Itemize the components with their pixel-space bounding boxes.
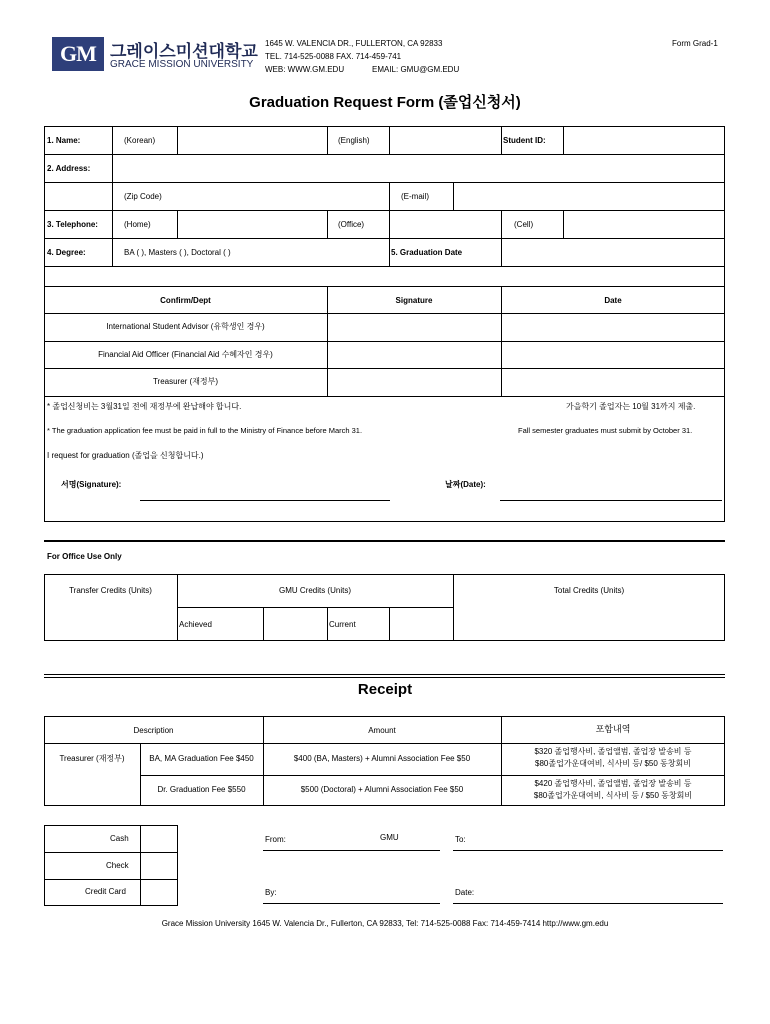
date-header: Date — [604, 296, 622, 305]
to-line[interactable] — [453, 850, 723, 851]
footer: Grace Mission University 1645 W. Valencia Dr., Fullerton, CA 92833, Tel: 714-525-0088 Fax: 714-459-7414 http://www.gm.edu — [161, 919, 609, 928]
confirm-row-advisor: International Student Advisor (유학생인 경우) — [106, 322, 265, 331]
confirm-row-financial-aid: Financial Aid Officer (Financial Aid 수혜자인 경우) — [98, 350, 273, 359]
address-label: 2. Address: — [47, 164, 91, 173]
header-address: 1645 W. VALENCIA DR., FULLERTON, CA 92833 — [265, 39, 443, 48]
receipt-date-label: Date: — [455, 888, 475, 897]
to-label: To: — [455, 835, 466, 844]
cell-phone-field[interactable] — [564, 211, 724, 237]
signature-line[interactable] — [140, 500, 390, 501]
note-korean: * 졸업신청비는 3월31일 전에 재정부에 완납해야 합니다. — [47, 402, 242, 411]
zip-label: (Zip Code) — [124, 192, 162, 201]
address-field[interactable] — [113, 155, 724, 181]
divider — [44, 540, 725, 542]
achieved-label: Achieved — [179, 620, 212, 629]
cell-label: (Cell) — [514, 220, 534, 229]
signature-label: 서명(Signature): — [61, 480, 122, 489]
ba-ma-detail-1: $320 졸업행사비, 졸업앨범, 졸업장 발송비 등 — [534, 747, 692, 756]
current-label: Current — [329, 620, 356, 629]
total-credits-header: Total Credits (Units) — [553, 586, 625, 595]
logo-korean-name: 그레이스미션대학교 — [110, 42, 258, 61]
payment-credit-card: Credit Card — [85, 887, 126, 896]
name-label: 1. Name: — [47, 136, 81, 145]
form-code: Form Grad-1 — [672, 39, 718, 48]
student-id-label: Student ID: — [503, 136, 546, 145]
student-id-field[interactable] — [564, 127, 724, 153]
receipt-description-header: Description — [133, 726, 174, 735]
payment-cash: Cash — [110, 834, 129, 843]
ba-ma-detail-2: $80졸업가운대여비, 식사비 등/ $50 동창회비 — [535, 759, 691, 768]
note-korean-right: 가을학기 졸업자는 10월 31까지 제출. — [566, 402, 696, 411]
doctoral-amount: $500 (Doctoral) + Alumni Association Fee $50 — [300, 785, 464, 794]
from-line[interactable] — [263, 850, 440, 851]
check-checkbox[interactable] — [141, 853, 177, 878]
note-english: * The graduation application fee must be paid in full to the Ministry of Finance before March 31. — [47, 426, 363, 435]
receipt-treasurer: Treasurer (재정부) — [59, 754, 125, 763]
by-line[interactable] — [263, 903, 440, 904]
receipt-divider — [44, 674, 725, 678]
page-title: Graduation Request Form (졸업신청서) — [249, 94, 521, 111]
ba-ma-fee: BA, MA Graduation Fee $450 — [149, 754, 254, 763]
telephone-label: 3. Telephone: — [47, 220, 98, 229]
home-label: (Home) — [124, 220, 151, 229]
office-use-title: For Office Use Only — [47, 552, 122, 561]
university-logo: GM — [52, 37, 104, 71]
email-label: (E-mail) — [401, 192, 429, 201]
english-label: (English) — [338, 136, 370, 145]
confirm-dept-header: Confirm/Dept — [160, 296, 211, 305]
graduation-request-statement: I request for graduation (졸업을 신청합니다.) — [47, 451, 204, 460]
korean-name-field[interactable] — [178, 127, 326, 153]
korean-label: (Korean) — [124, 136, 156, 145]
english-name-field[interactable] — [390, 127, 500, 153]
from-label: From: — [265, 835, 286, 844]
by-label: By: — [265, 888, 277, 897]
home-phone-field[interactable] — [178, 211, 326, 237]
header-phone: TEL. 714-525-0088 FAX. 714-459-741 — [265, 52, 402, 61]
receipt-amount-header: Amount — [368, 726, 396, 735]
gmu-credits-header: GMU Credits (Units) — [278, 586, 351, 595]
graduation-date-field[interactable] — [502, 239, 724, 265]
signature-header: Signature — [395, 296, 433, 305]
degree-options[interactable]: BA ( ), Masters ( ), Doctoral ( ) — [124, 248, 231, 257]
sign-date-label: 날짜(Date): — [445, 480, 486, 489]
zip-field[interactable] — [180, 183, 388, 209]
doctoral-detail-2: $80졸업가운대여비, 식사비 등 / $50 동창회비 — [533, 791, 693, 800]
payment-check: Check — [106, 861, 129, 870]
header-web: WEB: WWW.GM.EDU — [265, 65, 345, 74]
confirm-row-treasurer: Treasurer (재정부) — [152, 377, 219, 386]
doctoral-fee: Dr. Graduation Fee $550 — [157, 785, 246, 794]
degree-label: 4. Degree: — [47, 248, 86, 257]
sign-date-line[interactable] — [500, 500, 722, 501]
receipt-includes-header: 포함내역 — [595, 724, 631, 734]
transfer-credits-header: Transfer Credits (Units) — [69, 586, 152, 595]
header-email: EMAIL: GMU@GM.EDU — [372, 65, 460, 74]
cash-checkbox[interactable] — [141, 826, 177, 851]
note-english-right: Fall semester graduates must submit by October 31. — [518, 426, 693, 435]
email-field[interactable] — [454, 183, 724, 209]
logo-english-name: GRACE MISSION UNIVERSITY — [110, 59, 254, 70]
from-value: GMU — [380, 833, 399, 842]
office-label: (Office) — [338, 220, 365, 229]
ba-ma-amount: $400 (BA, Masters) + Alumni Association Fee $50 — [293, 754, 471, 763]
doctoral-detail-1: $420 졸업행사비, 졸업앨범, 졸업장 발송비 등 — [534, 779, 692, 788]
receipt-date-line[interactable] — [453, 903, 723, 904]
credit-card-checkbox[interactable] — [141, 880, 177, 905]
graduation-date-label: 5. Graduation Date — [391, 248, 463, 257]
office-phone-field[interactable] — [390, 211, 500, 237]
receipt-title: Receipt — [357, 681, 413, 698]
